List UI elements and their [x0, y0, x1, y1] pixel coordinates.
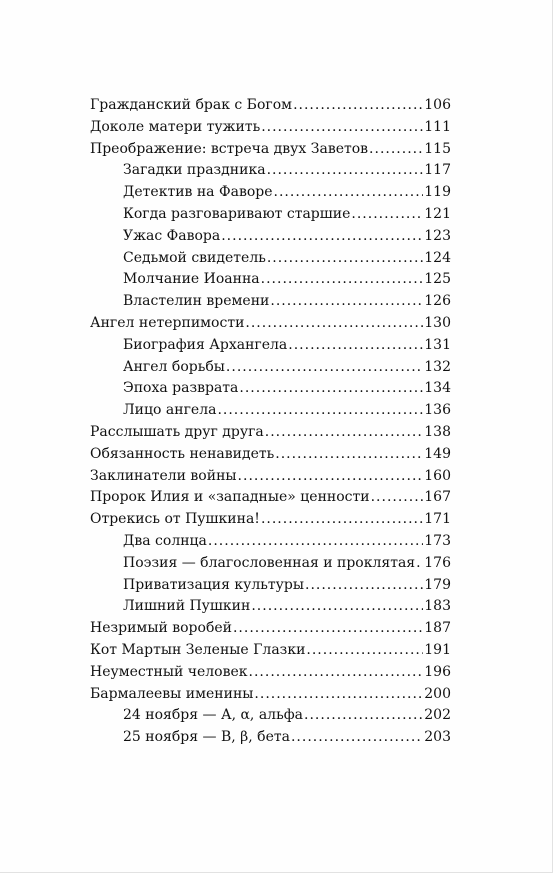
toc-dot-leader: [288, 337, 423, 353]
toc-page-number: 123: [424, 227, 451, 244]
toc-entry-title: Властелин времени: [123, 293, 270, 310]
toc-entry-title: Заклинатели войны: [90, 467, 237, 484]
toc-dot-leader: [226, 359, 423, 375]
toc-entry: [90, 315, 451, 337]
toc-dot-leader: [254, 686, 423, 702]
toc-page-number: 119: [424, 184, 451, 201]
toc-entry-title: Когда разговаривают старшие: [123, 205, 351, 222]
toc-entry-title: 24 ноября — А, α, альфа: [123, 707, 304, 724]
toc-page-number: 136: [424, 402, 451, 419]
toc-dot-leader: [261, 119, 423, 135]
toc-dot-leader: [293, 97, 423, 113]
toc-dot-leader: [274, 184, 424, 200]
toc-entry: [90, 686, 451, 708]
toc-page-number: 121: [424, 205, 451, 222]
toc-entry-title: 25 ноября — B, β, бета: [123, 729, 290, 746]
toc-entry-title: Лицо ангела: [123, 402, 217, 419]
toc-entry: [90, 489, 451, 511]
toc-entry-title: Ангел борьбы: [123, 358, 225, 375]
toc-page-number: 187: [424, 620, 451, 637]
toc-page-number: 138: [424, 423, 451, 440]
toc-subentry: [90, 577, 451, 599]
toc-page-number: 179: [424, 576, 451, 593]
toc-dot-leader: [267, 250, 423, 266]
toc-dot-leader: [238, 468, 424, 484]
toc-subentry: [90, 598, 451, 620]
toc-dot-leader: [261, 271, 424, 287]
toc-page-number: 117: [424, 162, 451, 179]
toc-entry-title: Расслышать друг друга: [90, 423, 264, 440]
toc-dot-leader: [261, 511, 423, 527]
toc-subentry: [90, 359, 451, 381]
toc-entry-title: Бармалеевы именины: [90, 685, 254, 702]
toc-dot-leader: [251, 598, 423, 614]
toc-subentry: [90, 707, 451, 729]
toc-page-number: 203: [424, 729, 451, 746]
toc-page-number: 191: [424, 641, 451, 658]
toc-dot-leader: [239, 380, 423, 396]
toc-entry: [90, 119, 451, 141]
toc-entry-title: Загадки праздника: [123, 162, 266, 179]
toc-entry: [90, 642, 451, 664]
toc-entry-title: Пророк Илия и «западные» ценности: [90, 489, 370, 506]
toc-entry-title: Молчание Иоанна: [123, 271, 260, 288]
toc-page-number: 130: [424, 314, 451, 331]
toc-entry: [90, 511, 451, 533]
toc-entry-title: Седьмой свидетель: [123, 249, 266, 266]
toc-subentry: [90, 533, 451, 555]
toc-entry-title: Лишний Пушкин: [123, 598, 251, 615]
toc-subentry: [90, 729, 451, 751]
toc-subentry: [90, 271, 451, 293]
toc-dot-leader: [265, 424, 423, 440]
toc-dot-leader: [305, 577, 423, 593]
toc-dot-leader: [217, 402, 423, 418]
toc-page-number: 173: [424, 532, 451, 549]
toc-page-number: 160: [424, 467, 451, 484]
toc-entry: [90, 141, 451, 163]
toc-page-number: 149: [424, 445, 451, 462]
toc-dot-leader: [249, 664, 424, 680]
toc-entry-title: Приватизация культуры: [123, 576, 304, 593]
toc-dot-leader: [221, 228, 423, 244]
toc-dot-leader: [369, 141, 423, 157]
toc-subentry: [90, 162, 451, 184]
toc-subentry: [90, 228, 451, 250]
toc-page-number: 134: [424, 380, 451, 397]
toc-page-number: 115: [424, 140, 451, 157]
toc-page-number: 196: [424, 663, 451, 680]
toc-entry-title: Детектив на Фаворе: [123, 184, 273, 201]
toc-subentry: [90, 250, 451, 272]
toc-entry-title: Обязанность ненавидеть: [90, 445, 275, 462]
toc-subentry: [90, 293, 451, 315]
toc-dot-leader: [245, 315, 423, 331]
toc-dot-leader: [306, 642, 423, 658]
toc-entry: [90, 468, 451, 490]
toc-entry-title: Доколе матери тужить: [90, 118, 261, 135]
toc-dot-leader: [208, 533, 423, 549]
toc-page-number: 200: [424, 685, 451, 702]
toc-page-number: 131: [424, 336, 451, 353]
toc-dot-leader: [270, 293, 423, 309]
toc-entry: [90, 424, 451, 446]
toc-entry-title: Кот Мартын Зеленые Глазки: [90, 641, 306, 658]
table-of-contents: [90, 97, 451, 751]
toc-subentry: [90, 184, 451, 206]
toc-page-number: 202: [424, 707, 451, 724]
toc-entry-title: Ангел нетерпимости: [90, 314, 245, 331]
toc-entry-title: Гражданский брак с Богом: [90, 97, 293, 113]
toc-entry: [90, 664, 451, 686]
toc-entry: [90, 446, 451, 468]
toc-subentry: [90, 402, 451, 424]
toc-entry-title: Ужас Фавора: [123, 227, 221, 244]
toc-entry-title: Поэзия — благословенная и проклятая: [123, 554, 416, 571]
toc-dot-leader: [267, 162, 424, 178]
toc-entry-title: Неуместный человек: [90, 663, 248, 680]
toc-entry-title: Преображение: встреча двух Заветов: [90, 140, 369, 157]
toc-page-number: 171: [424, 511, 451, 528]
toc-entry-title: Биография Архангела: [123, 336, 288, 353]
toc-page-number: 183: [424, 598, 451, 615]
toc-page-number: 124: [424, 249, 451, 266]
toc-entry-title: Незримый воробей: [90, 620, 232, 637]
toc-entry: [90, 97, 451, 119]
toc-dot-leader: [416, 555, 423, 571]
toc-dot-leader: [351, 206, 423, 222]
toc-dot-leader: [304, 707, 423, 723]
toc-entry-title: Отрекись от Пушкина!: [90, 511, 260, 528]
toc-entry-title: Эпоха разврата: [123, 380, 239, 397]
toc-entry-title: Два солнца: [123, 532, 207, 549]
toc-subentry: [90, 555, 451, 577]
toc-subentry: [90, 206, 451, 228]
toc-dot-leader: [291, 729, 423, 745]
toc-page-number: 111: [424, 118, 451, 135]
toc-page-number: 132: [424, 358, 451, 375]
toc-entry: [90, 620, 451, 642]
toc-dot-leader: [233, 620, 423, 636]
toc-subentry: [90, 380, 451, 402]
toc-page-number: 126: [424, 293, 451, 310]
toc-page-number: 167: [424, 489, 451, 506]
toc-dot-leader: [371, 489, 424, 505]
toc-page-number: 176: [424, 554, 451, 571]
toc-dot-leader: [275, 446, 423, 462]
toc-page-number: 106: [424, 97, 451, 113]
toc-page-number: 125: [424, 271, 451, 288]
toc-subentry: [90, 337, 451, 359]
